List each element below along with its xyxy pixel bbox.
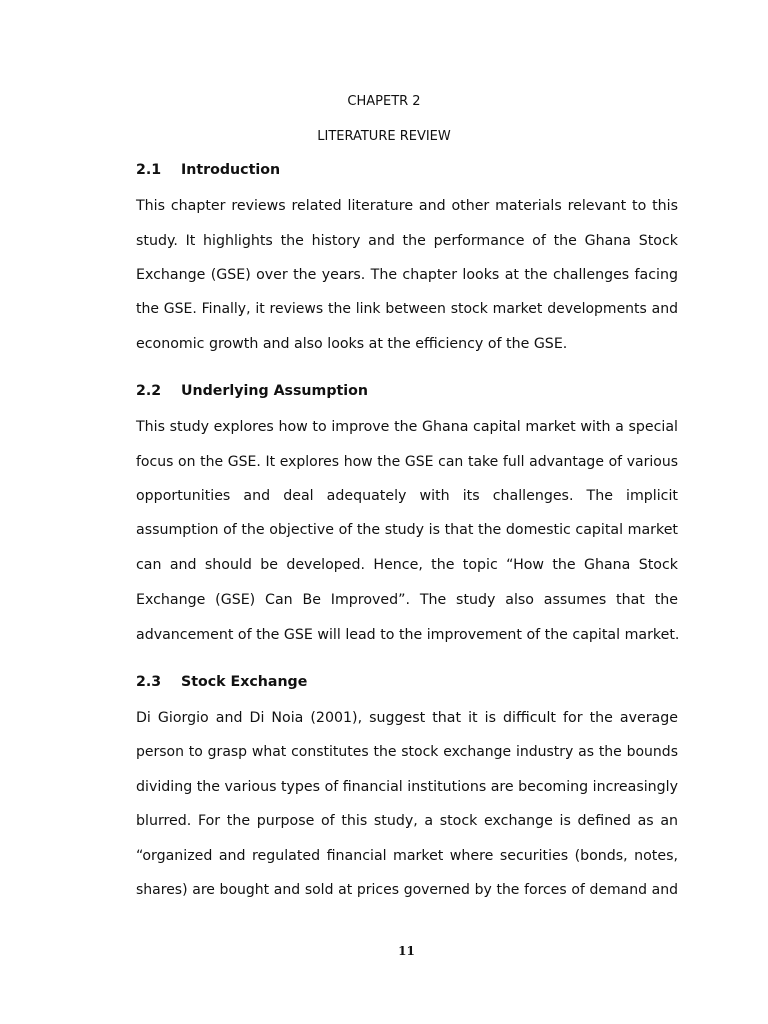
paragraph-line: blurred. For the purpose of this study, a stock exchange is defined as an (136, 813, 678, 829)
paragraph-line: dividing the various types of financial institutions are becoming increasingly (136, 779, 678, 795)
paragraph-line: This study explores how to improve the Ghana capital market with a special (136, 419, 678, 435)
paragraph-line: can and should be developed. Hence, the topic “How the Ghana Stock (136, 557, 678, 573)
paragraph-line: opportunities and deal adequately with its challenges. The implicit (136, 488, 678, 504)
chapter-label: CHAPETR 2 (347, 94, 421, 109)
section-number: 2.3 (136, 674, 162, 690)
paragraph-line: This chapter reviews related literature and other materials relevant to this (136, 198, 678, 214)
chapter-title: LITERATURE REVIEW (317, 129, 451, 144)
paragraph-line: Exchange (GSE) Can Be Improved”. The study also assumes that the (136, 592, 678, 608)
paragraph-line: focus on the GSE. It explores how the GSE can take full advantage of various (136, 454, 678, 470)
section-title: Introduction (181, 162, 281, 178)
section-heading-2-3 (136, 674, 307, 690)
paragraph-line: the GSE. Finally, it reviews the link between stock market developments and (136, 301, 678, 317)
paragraph-line: Di Giorgio and Di Noia (2001), suggest that it is difficult for the average (136, 710, 678, 726)
section-title: Stock Exchange (181, 674, 308, 690)
section-title: Underlying Assumption (181, 383, 368, 399)
page-number: 11 (398, 944, 415, 958)
paragraph-line: study. It highlights the history and the performance of the Ghana Stock (136, 233, 678, 249)
section-number: 2.2 (136, 383, 162, 399)
paragraph-line: Exchange (GSE) over the years. The chapter looks at the challenges facing (136, 267, 678, 283)
paragraph-line: assumption of the objective of the study is that the domestic capital market (136, 522, 678, 538)
paragraph-line: “organized and regulated financial market where securities (bonds, notes, (136, 848, 678, 864)
paragraph-line: shares) are bought and sold at prices governed by the forces of demand and (136, 882, 678, 898)
section-heading-2-1 (136, 162, 280, 178)
paragraph-line: advancement of the GSE will lead to the improvement of the capital market. (136, 627, 680, 643)
section-number: 2.1 (136, 162, 162, 178)
paragraph-line: economic growth and also looks at the efficiency of the GSE. (136, 336, 568, 352)
section-heading-2-2 (136, 383, 368, 399)
paragraph-line: person to grasp what constitutes the stock exchange industry as the bounds (136, 744, 678, 760)
